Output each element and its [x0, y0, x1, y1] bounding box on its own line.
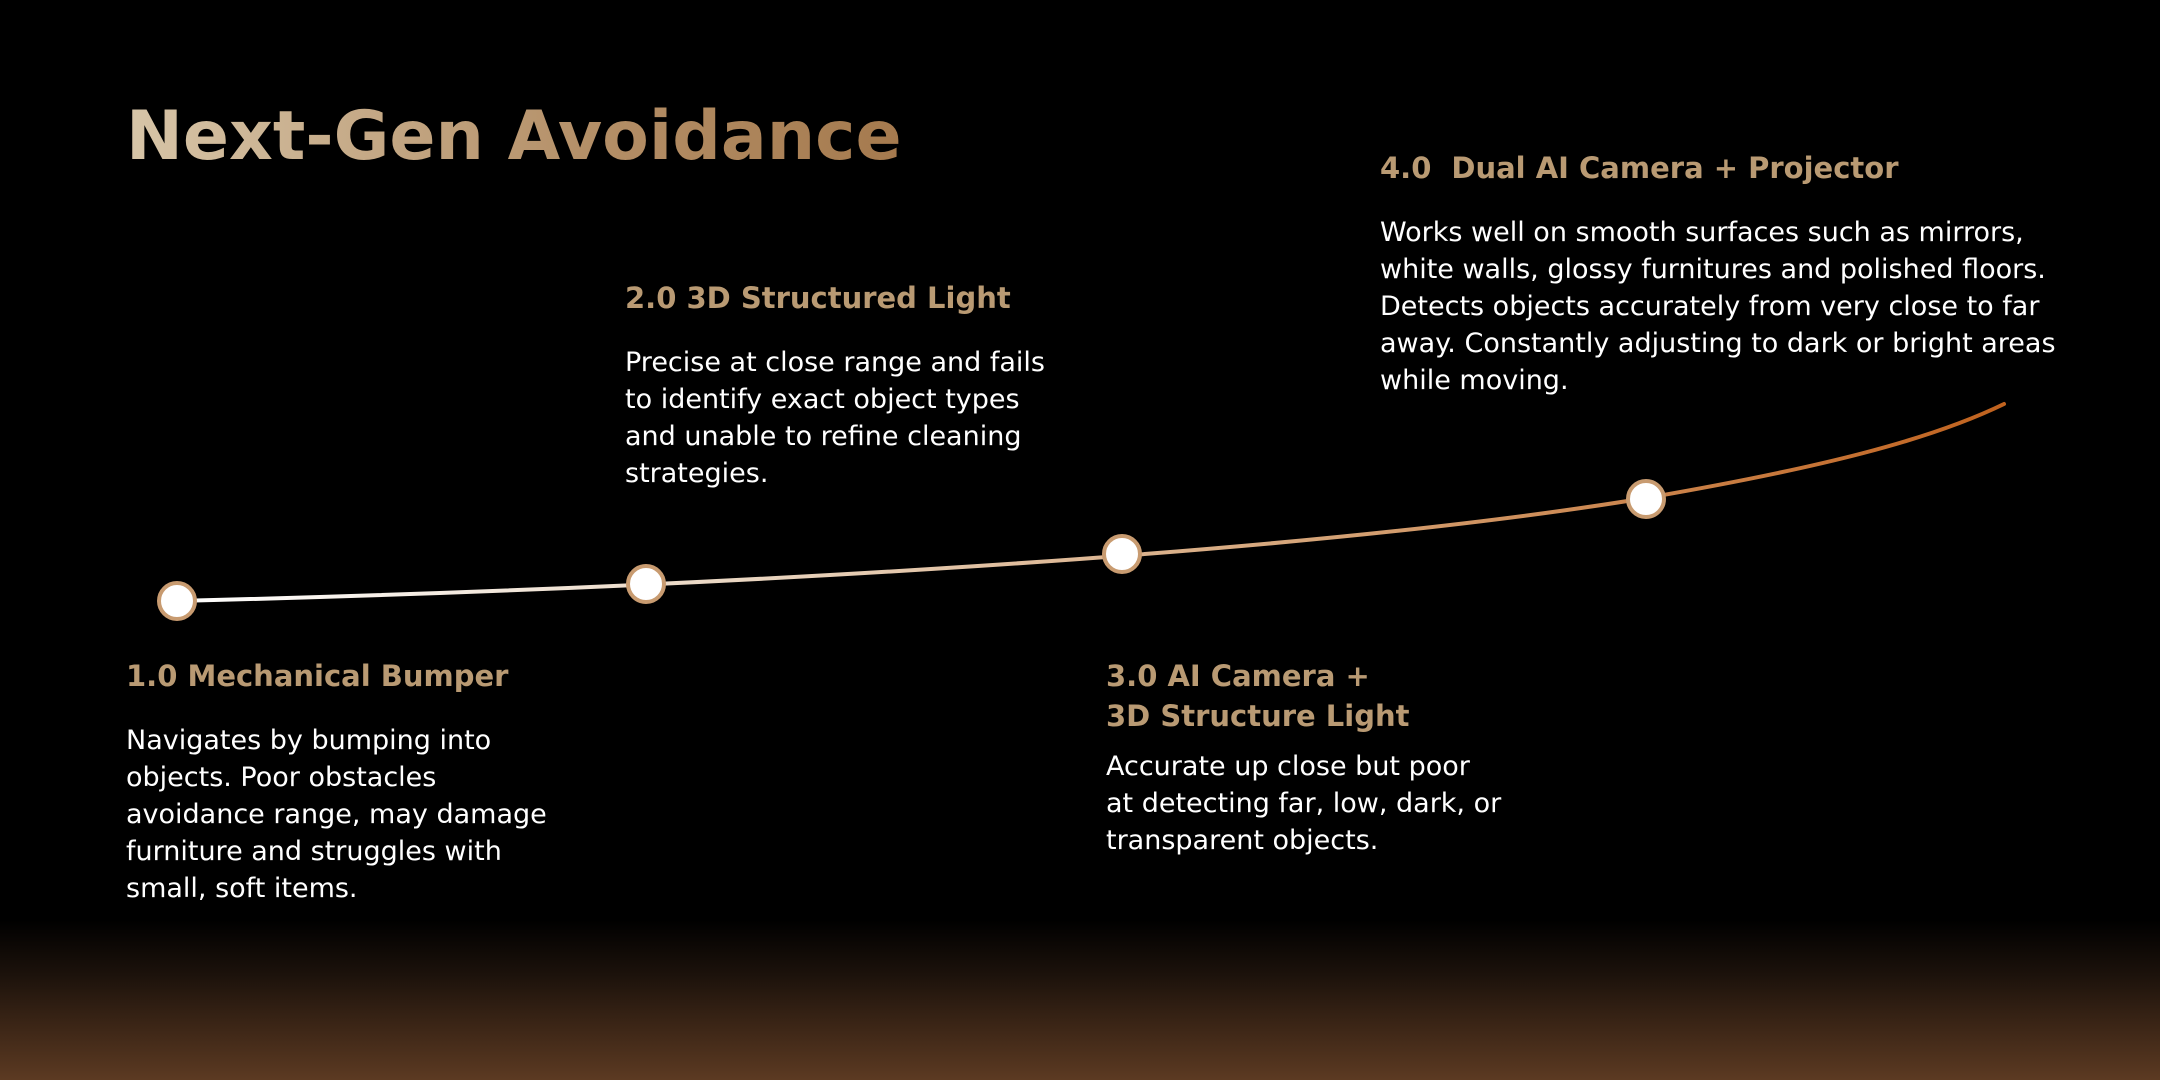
- timeline-node-4: [1628, 481, 1664, 517]
- stage-description: Accurate up close but poor at detecting far, low, dark, or transparent objects.: [1106, 751, 1502, 856]
- stage-heading: 1.0 Mechanical Bumper: [126, 659, 509, 693]
- stage-heading: 2.0 3D Structured Light: [625, 281, 1011, 315]
- stage-description: Navigates by bumping into objects. Poor obstacles avoidance range, may damage furniture and struggles with small, soft items.: [126, 725, 547, 904]
- stage-heading-line-1: 3.0 AI Camera +: [1106, 659, 1370, 693]
- stage-heading-line-2: 3D Structure Light: [1106, 699, 1410, 733]
- timeline-node-3: [1104, 536, 1140, 572]
- page-title: Next-Gen Avoidance: [126, 97, 902, 176]
- stage-description: Precise at close range and fails to identify exact object types and unable to refine cleaning strategies.: [625, 347, 1045, 489]
- stage-3d-structured-light: [625, 278, 1085, 492]
- stage-heading: [1380, 148, 2100, 188]
- stage-mechanical-bumper: [126, 656, 586, 907]
- stage-name: Dual AI Camera + Projector: [1451, 151, 1899, 185]
- timeline-node-2: [628, 566, 664, 602]
- stage-version: 4.0: [1380, 151, 1432, 185]
- stage-heading: [1106, 656, 1566, 736]
- stage-description: Works well on smooth surfaces such as mirrors, white walls, glossy furnitures and polished floors. Detects objects accurately from very close to far away. Constantly adjusting to dark or bright areas while moving.: [1380, 217, 2056, 396]
- stage-ai-camera-3d-light: [1106, 656, 1566, 859]
- stage-dual-ai-camera-projector: [1380, 148, 2100, 399]
- timeline-curve: [176, 404, 2004, 601]
- timeline-node-1: [159, 583, 195, 619]
